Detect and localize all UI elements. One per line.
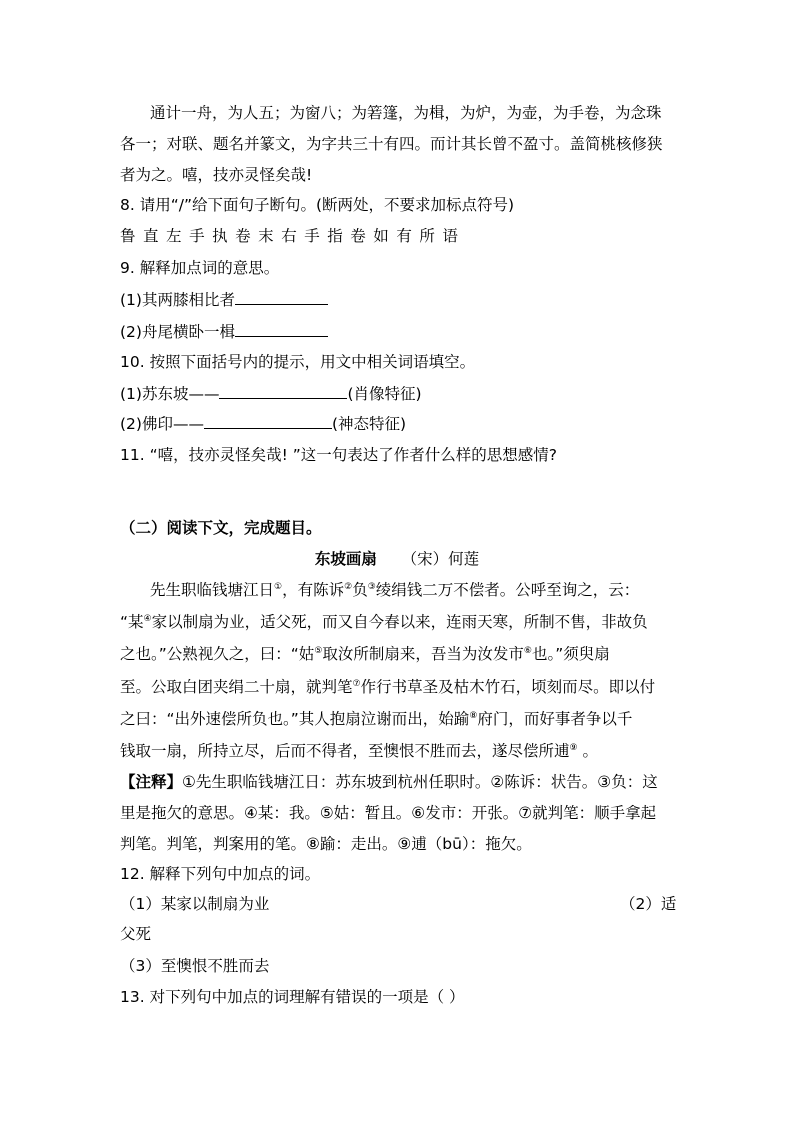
question-10-item-2 (120, 413, 406, 434)
text: 作行书草圣及枯木竹石，顷刻而尽。即以付 (360, 678, 656, 696)
passage2-line2 (120, 612, 648, 632)
question-9: 9. 解释加点词的意思。 (120, 259, 280, 277)
text: 。 (577, 742, 599, 760)
question-11: 11. “嘻，技亦灵怪矣哉! ”这一句表达了作者什么样的思想感情? (120, 446, 558, 464)
notes-text: ①先生职临钱塘江日：苏东坡到杭州任职时。②陈诉：状告。③负：这 (182, 773, 658, 791)
text: 负 (352, 581, 368, 599)
footnote-marker: ⑦ (352, 679, 361, 689)
passage1-line3: 者为之。嘻，技亦灵怪矣哉! (120, 166, 313, 184)
question-10-item-1-prefix: (1)苏东坡—— (120, 385, 220, 403)
answer-blank[interactable] (204, 413, 332, 429)
question-10-item-2-hint: (神态特征) (331, 415, 407, 433)
question-9-item-1 (120, 289, 328, 310)
footnote-marker: ② (344, 582, 353, 592)
notes-line2: 里是拖欠的意思。④某：我。⑤姑：暂且。⑥发市：开张。⑦就判笔：顺手拿起 (120, 804, 657, 822)
question-12-item-2b: 父死 (120, 925, 152, 943)
question-12-item-3: （3）至懊恨不胜而去 (120, 957, 270, 975)
footnote-marker: ⑨ (569, 743, 578, 753)
passage2-line1 (150, 580, 639, 600)
notes-label: 【注释】 (120, 773, 183, 791)
question-10-item-1-hint: (肖像特征) (347, 385, 422, 403)
question-10-item-1 (120, 383, 422, 404)
question-10: 10. 按照下面括号内的提示，用文中相关词语填空。 (120, 353, 476, 371)
passage2-line5 (120, 709, 632, 729)
text: ，有陈诉 (282, 581, 345, 599)
question-12: 12. 解释下列句中加点的词。 (120, 865, 321, 883)
notes-line3: 判笔。判笔，判案用的笔。⑧踰：走出。⑨逋（bū）：拖欠。 (120, 835, 532, 853)
question-8: 8. 请用“/”给下面句子断句。(断两处，不要求加标点符号) (120, 196, 515, 214)
passage2-line4 (120, 677, 655, 697)
passage1-line2: 各一；对联、题名并篆文，为字共三十有四。而计其长曾不盈寸。盖简桃核修狭 (120, 135, 663, 153)
passage-title-line (0, 549, 794, 569)
question-10-item-2-prefix: (2)佛印—— (120, 415, 204, 433)
text: 之曰：“出外速偿所负也。”其人抱扇泣谢而出，始踰 (120, 710, 470, 728)
notes-line1 (120, 772, 658, 792)
text: 绫绢钱二万不偿者。公呼至询之，云： (375, 581, 640, 599)
footnote-marker: ⑧ (469, 711, 478, 721)
section-2-heading: （二）阅读下文，完成题目。 (120, 519, 322, 537)
answer-blank[interactable] (235, 321, 328, 337)
passage2-line3 (120, 644, 610, 664)
question-12-item-1: （1）某家以制扇为业 (120, 895, 270, 913)
answer-blank[interactable] (219, 383, 347, 399)
footnote-marker: ③ (367, 582, 376, 592)
question-9-item-1-text: (1)其两膝相比者 (120, 291, 235, 309)
passage1-line1: 通计一舟，为人五；为窗八；为箬篷，为楫，为炉，为壶，为手卷，为念珠 (150, 104, 662, 122)
text: 之也。”公熟视久之，曰：“姑 (120, 645, 315, 663)
question-12-item-2a: （2）适 (620, 895, 677, 913)
question-9-item-2-text: (2)舟尾横卧一楫 (120, 323, 235, 341)
text: “某 (120, 613, 144, 631)
text: 取汝所制扇来，吾当为汝发市 (322, 645, 524, 663)
passage-title: 东坡画扇 (314, 550, 377, 568)
text: 先生职临钱塘江日 (150, 581, 275, 599)
question-9-item-2 (120, 321, 328, 342)
passage2-line6 (120, 741, 598, 761)
text: 也。”须臾扇 (531, 645, 610, 663)
question-8-sentence: 鲁 直 左 手 执 卷 末 右 手 指 卷 如 有 所 语 (120, 227, 460, 245)
footnote-marker: ① (274, 582, 283, 592)
passage-author: （宋）何莲 (401, 550, 480, 568)
text: 钱取一扇，所持立尽，后而不得者，至懊恨不胜而去，遂尽偿所逋 (120, 742, 570, 760)
text: 至。公取白团夹绢二十扇，就判笔 (120, 678, 353, 696)
question-13: 13. 对下列句中加点的词理解有错误的一项是（ ） (120, 988, 465, 1006)
text: 府门，而好事者争以千 (477, 710, 633, 728)
footnote-marker: ④ (143, 614, 152, 624)
footnote-marker: ⑥ (523, 646, 532, 656)
answer-blank[interactable] (235, 289, 328, 305)
footnote-marker: ⑤ (314, 646, 323, 656)
text: 家以制扇为业，适父死，而又自今春以来，连雨天寒，所制不售，非故负 (151, 613, 648, 631)
